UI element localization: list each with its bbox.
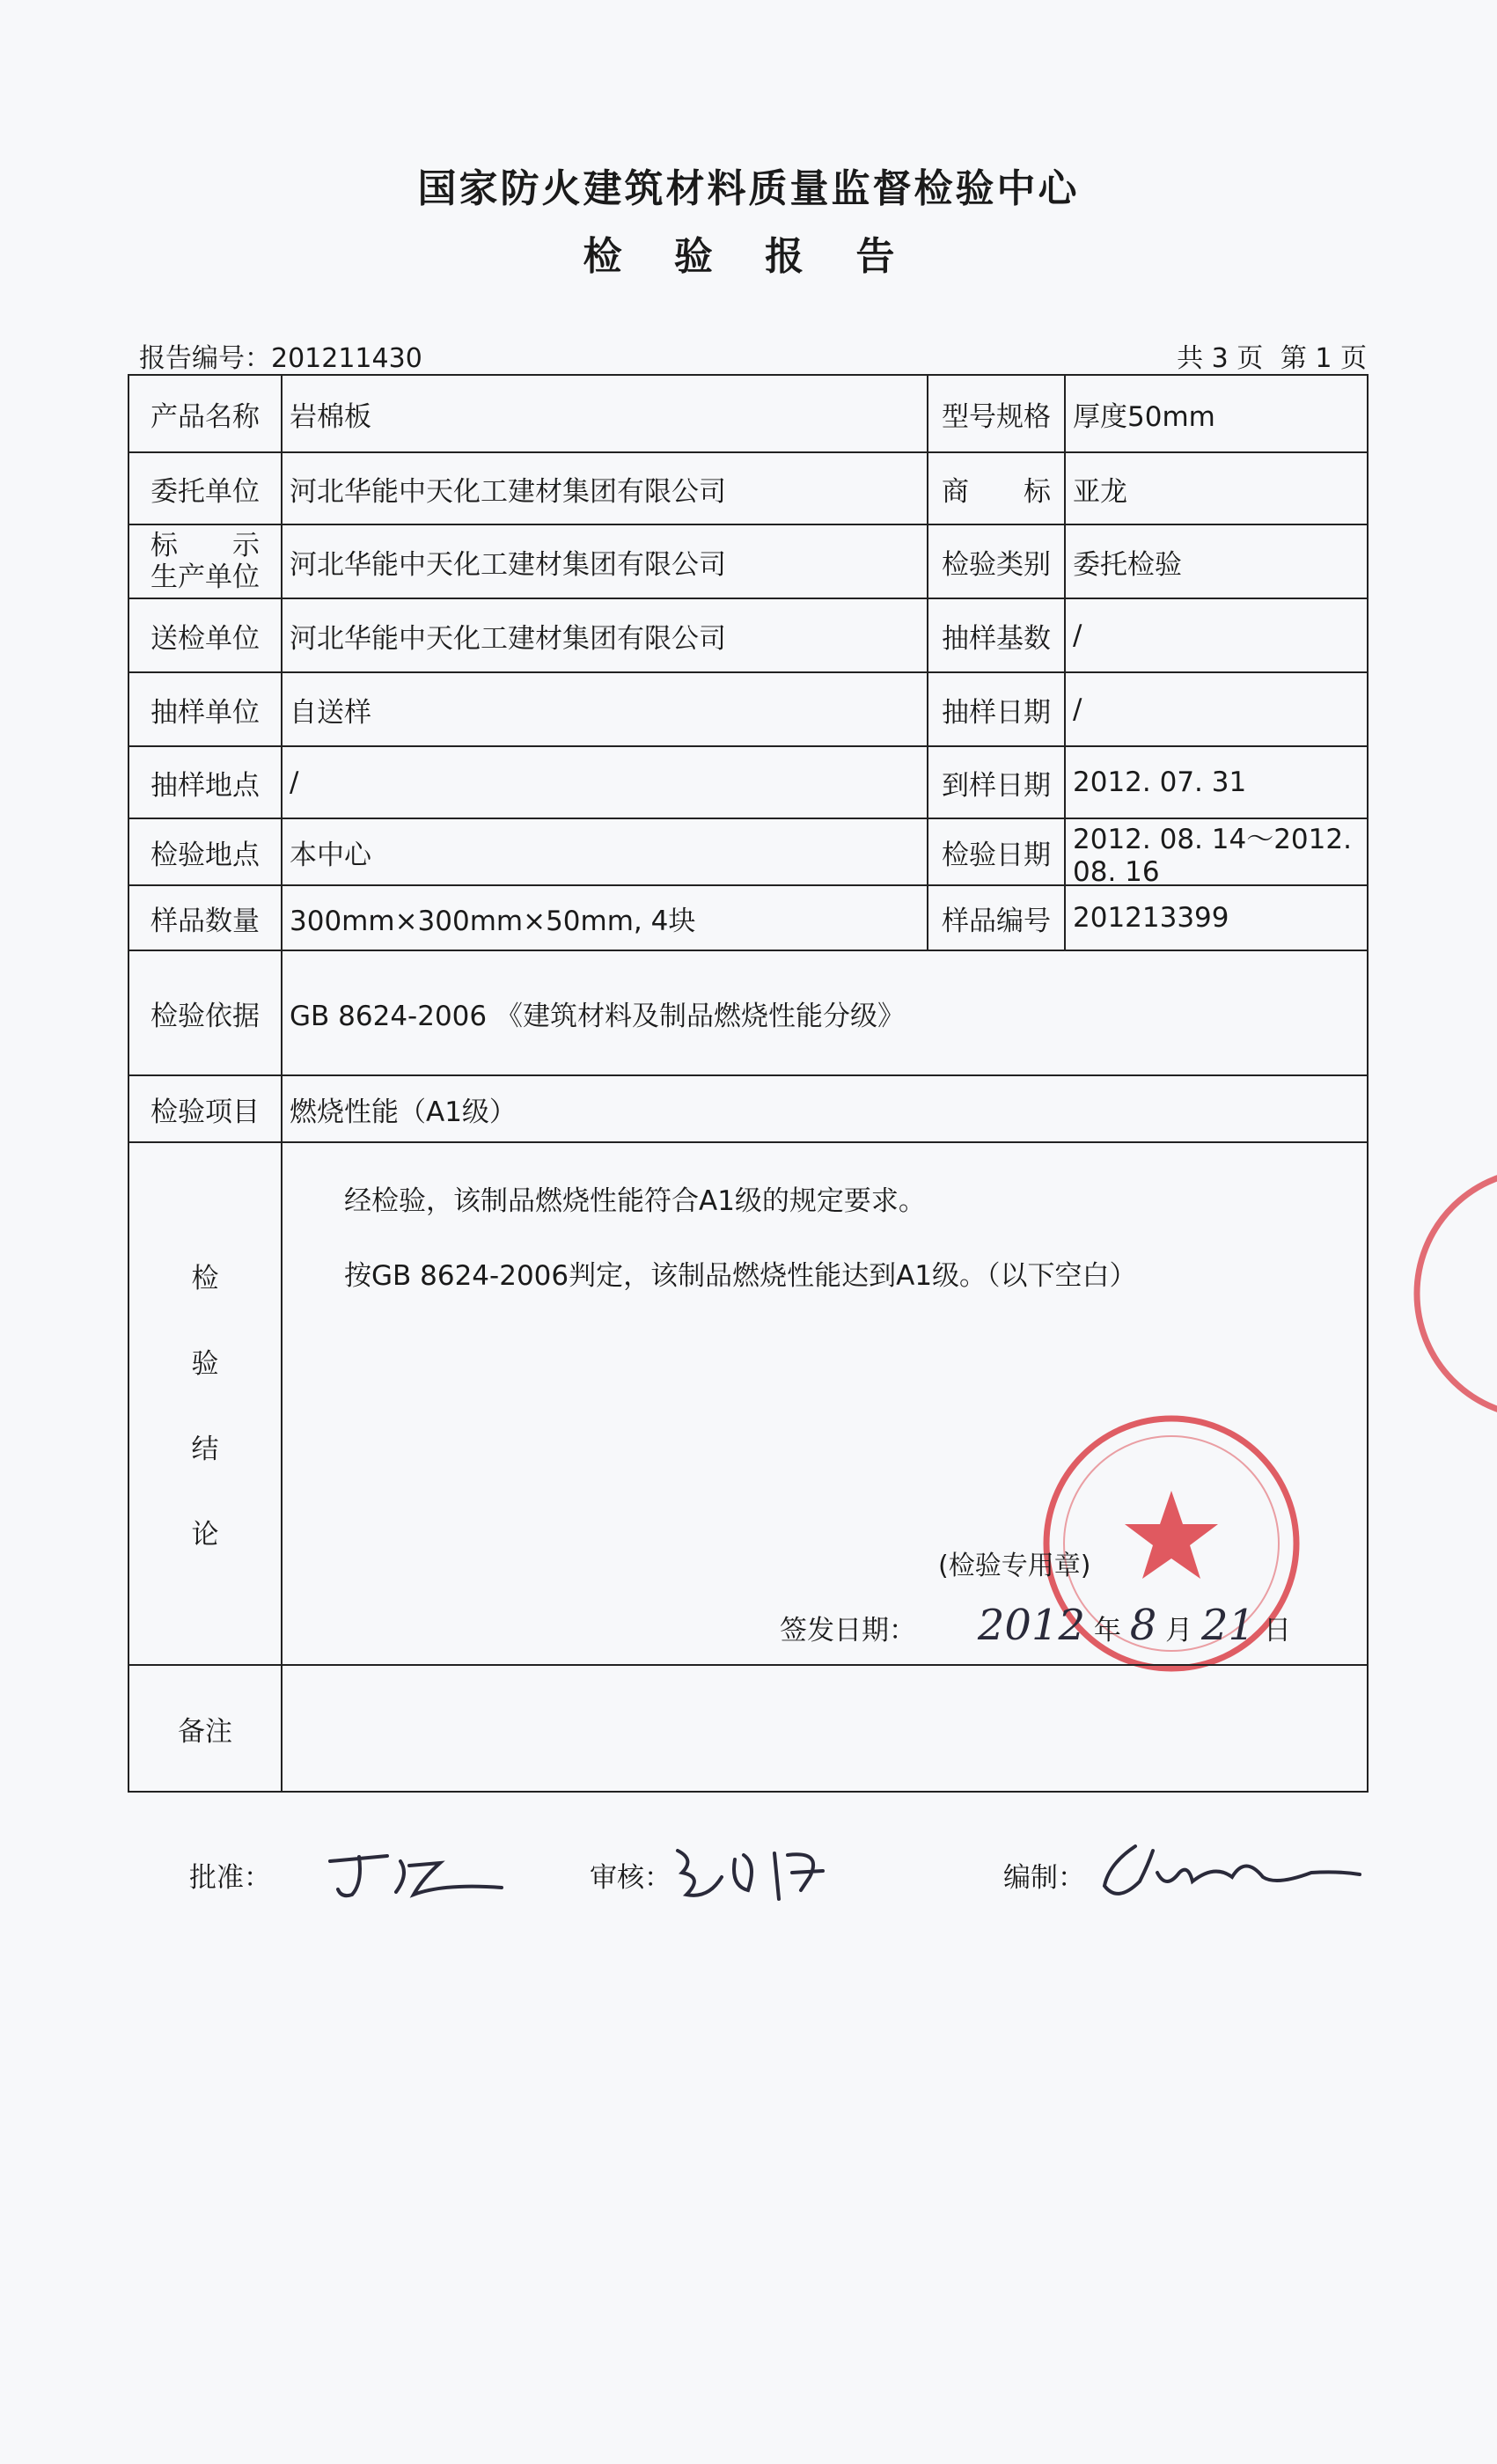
- label-inspection-date: 检验日期: [927, 818, 1066, 886]
- report-number: [139, 336, 422, 375]
- issue-month-char: 月: [1165, 1615, 1193, 1646]
- page-counter: [1168, 336, 1367, 375]
- conclusion-line-2: 按GB 8624-2006判定，该制品燃烧性能达到A1级。（以下空白）: [344, 1260, 1137, 1292]
- issue-date: [780, 1601, 1291, 1650]
- value-submitter: 河北华能中天化工建材集团有限公司: [281, 598, 928, 673]
- edit-label: 编制：: [1003, 1862, 1085, 1894]
- label-manufacturer: [128, 524, 283, 599]
- label-product-name: 产品名称: [128, 374, 283, 453]
- issue-day: 21: [1201, 1601, 1256, 1650]
- value-sampling-place: /: [281, 745, 928, 819]
- issue-year-char: 年: [1093, 1615, 1121, 1646]
- label-sampling-unit: 抽样单位: [128, 671, 283, 747]
- report-number-label: 报告编号：: [139, 343, 271, 374]
- label-items: 检验项目: [128, 1074, 283, 1143]
- label-sampling-base: 抽样基数: [927, 598, 1066, 673]
- report-table: [128, 374, 1369, 1817]
- value-brand: 亚龙: [1064, 451, 1369, 525]
- label-inspection-place: 检验地点: [128, 818, 283, 886]
- label-client: 委托单位: [128, 451, 283, 525]
- label-sampling-place: 抽样地点: [128, 745, 283, 819]
- report-title: 国家防火建筑材料质量监督检验中心: [417, 166, 1080, 211]
- value-inspection-date: 2012. 08. 14～2012. 08. 16: [1064, 818, 1369, 886]
- page-total: 共 3 页: [1177, 343, 1264, 374]
- value-client: 河北华能中天化工建材集团有限公司: [281, 451, 928, 525]
- label-conclusion: [128, 1141, 283, 1666]
- label-sample-qty: 样品数量: [128, 884, 283, 951]
- label-manufacturer-line2: 生产单位: [150, 561, 260, 593]
- label-arrival-date: 到样日期: [927, 745, 1066, 819]
- value-sampling-base: /: [1064, 598, 1369, 673]
- conclusion-body: [281, 1141, 1369, 1666]
- conclusion-char-4: 论: [191, 1519, 219, 1551]
- label-remarks: 备注: [128, 1664, 283, 1793]
- value-model: 厚度50mm: [1064, 374, 1369, 453]
- review-label: 审核：: [590, 1862, 671, 1894]
- issue-year: 2012: [977, 1601, 1086, 1650]
- approver-signature: [326, 1844, 510, 1905]
- reviewer-signature: [669, 1837, 854, 1912]
- label-basis: 检验依据: [128, 950, 283, 1076]
- value-sampling-date: /: [1064, 671, 1369, 747]
- report-subtitle: 检 验 报 告: [583, 234, 914, 279]
- value-sample-no: 201213399: [1064, 884, 1369, 951]
- label-sample-no: 样品编号: [927, 884, 1066, 951]
- approve-label: 批准：: [189, 1862, 271, 1894]
- label-brand: 商 标: [927, 451, 1066, 525]
- editor-signature: [1100, 1837, 1364, 1912]
- value-product-name: 岩棉板: [281, 374, 928, 453]
- label-manufacturer-line1: 标 示: [150, 530, 260, 561]
- issue-date-label: 签发日期：: [780, 1615, 916, 1646]
- value-sampling-unit: 自送样: [281, 671, 928, 747]
- value-sample-qty: 300mm×300mm×50mm, 4块: [281, 884, 928, 951]
- value-items: 燃烧性能（A1级）: [281, 1074, 1369, 1143]
- value-manufacturer: 河北华能中天化工建材集团有限公司: [281, 524, 928, 599]
- seal-note: (检验专用章): [938, 1551, 1091, 1581]
- value-arrival-date: 2012. 07. 31: [1064, 745, 1369, 819]
- value-inspection-type: 委托检验: [1064, 524, 1369, 599]
- label-sampling-date: 抽样日期: [927, 671, 1066, 747]
- value-remarks: [281, 1664, 1369, 1793]
- page-current: 第 1 页: [1280, 343, 1367, 374]
- label-model: 型号规格: [927, 374, 1066, 453]
- conclusion-char-3: 结: [191, 1434, 219, 1465]
- label-submitter: 送检单位: [128, 598, 283, 673]
- label-inspection-type: 检验类别: [927, 524, 1066, 599]
- issue-day-char: 日: [1263, 1615, 1291, 1646]
- report-number-value: 201211430: [271, 343, 422, 374]
- conclusion-char-1: 检: [191, 1263, 219, 1294]
- value-basis: GB 8624-2006 《建筑材料及制品燃烧性能分级》: [281, 950, 1369, 1076]
- value-inspection-place: 本中心: [281, 818, 928, 886]
- partial-seal-edge: [1399, 1162, 1497, 1426]
- issue-month: 8: [1129, 1601, 1157, 1650]
- conclusion-char-2: 验: [191, 1348, 219, 1380]
- conclusion-line-1: 经检验，该制品燃烧性能符合A1级的规定要求。: [344, 1185, 926, 1217]
